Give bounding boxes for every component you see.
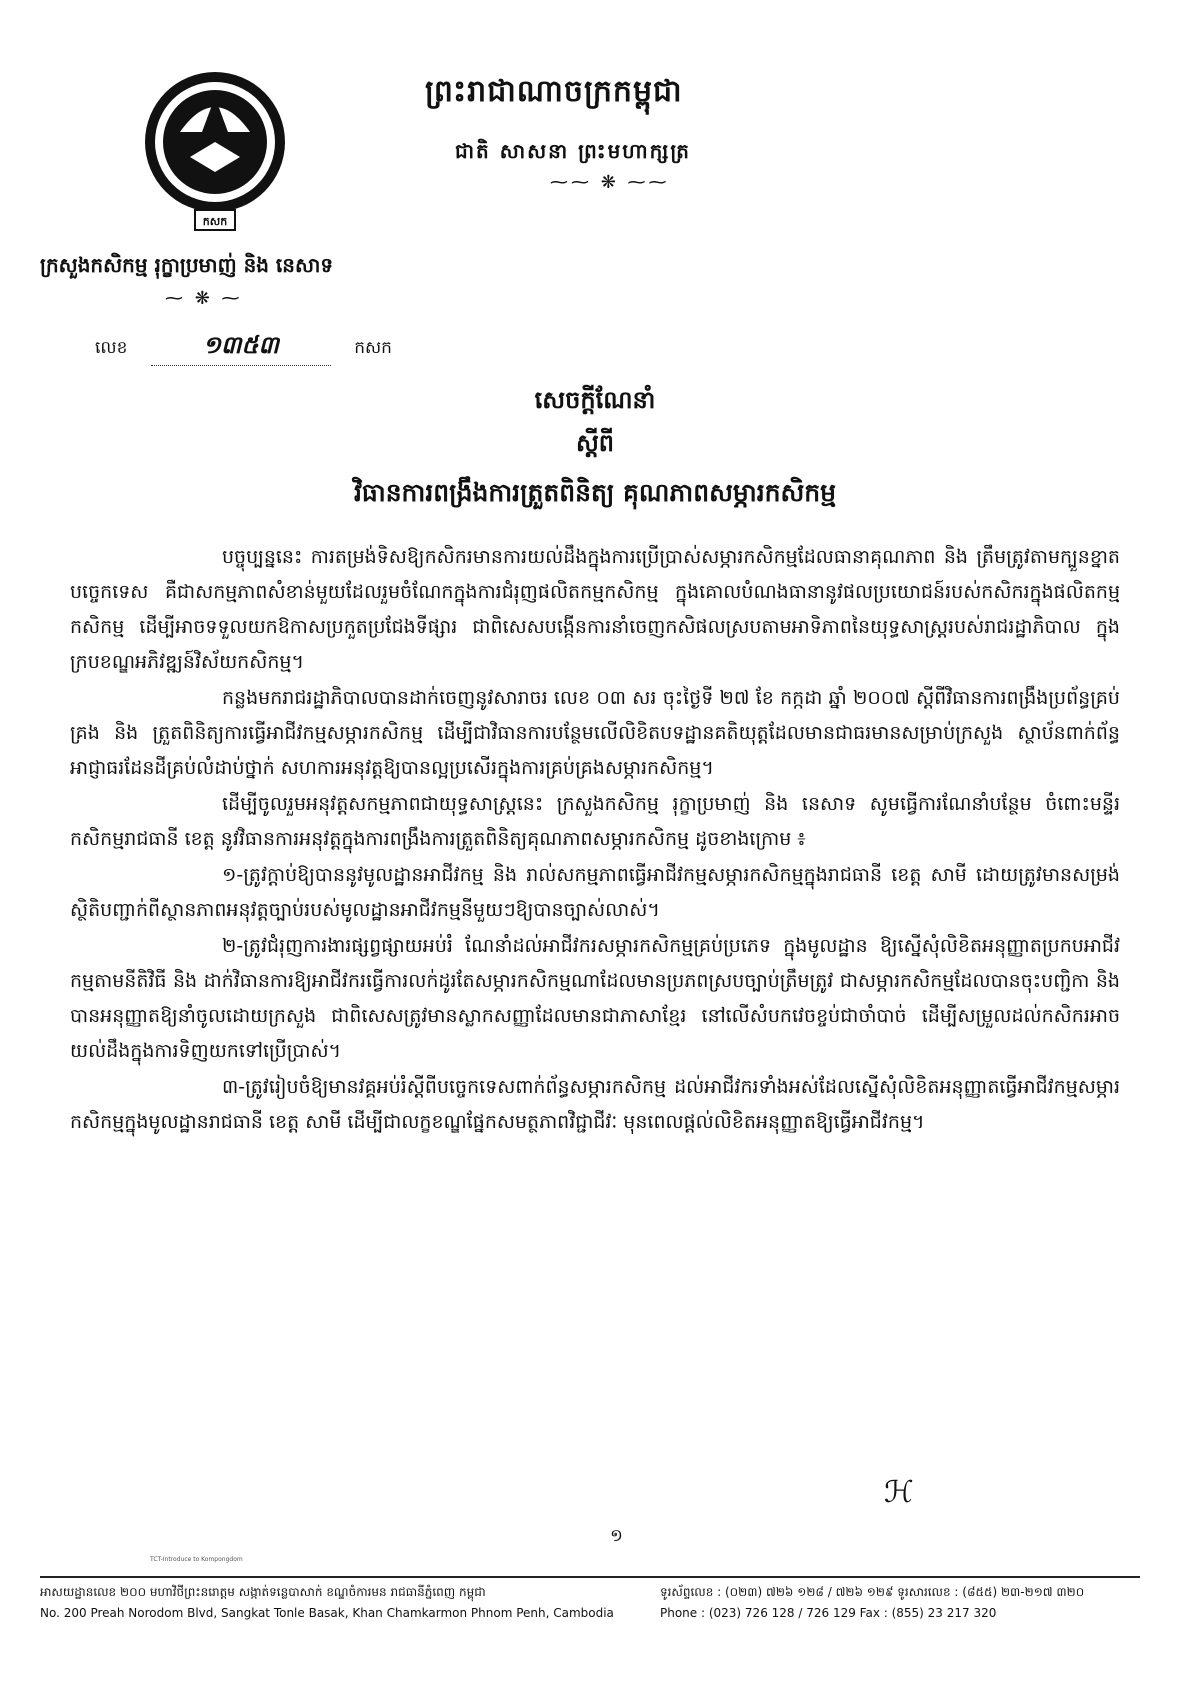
small-print: TCT-Introduce to Kompongdom xyxy=(150,1556,243,1563)
paragraph: ដើម្បីចូលរួមអនុវត្តសកម្មភាពជាយុទ្ធសាស្ត្រនេះ ក្រសួងកសិកម្ម រុក្ខាប្រមាញ់ និង នេសាទ សូមធ្វើការណែនាំបន្ថែម ចំពោះមន្ទីរកសិកម្មរាជធានី ខេត្ត នូវវិធានការអនុវត្តក្នុងការពង្រឹងការត្រួតពិនិត្យគុណភាពសម្ភារកសិកម្ម ដូចខាងក្រោម ៖ xyxy=(70,793,1120,850)
paragraph: ២-ត្រូវជំរុញការងារផ្សព្វផ្សាយអប់រំ ណែនាំដល់អាជីវករសម្ភារកសិកម្មគ្រប់ប្រភេទ ក្នុងមូលដ្ឋាន ឱ្យស្នើសុំលិខិតអនុញ្ញាតប្រកបអាជីវកម្មតាមនីតិវិធី និង ដាក់វិធានការឱ្យអាជីវករធ្វើការលក់ដូរតែសម្ភារកសិកម្មណាដែលមានប្រភពស្របច្បាប់ត្រឹមត្រូវ ជាសម្ភារកសិកម្មដែលបានចុះបញ្ជិកា និង បានអនុញ្ញាតឱ្យនាំចូលដោយក្រសួង ជាពិសេសត្រូវមានស្លាកសញ្ញាដែលមានជាភាសាខ្មែរ នៅលើសំបកវេចខ្ចប់ជាចាំបាច់ ដើម្បីសម្រួលដល់កសិករអាចយល់ដឹងក្នុងការទិញយកទៅប្រើប្រាស់។ xyxy=(70,935,1120,1062)
footer-divider xyxy=(40,1576,1140,1578)
footer-contact xyxy=(660,1582,1140,1624)
handwritten-initial: ℋ xyxy=(884,1475,914,1510)
paragraph: កន្លងមករាជរដ្ឋាភិបាលបានដាក់ចេញនូវសារាចរ លេខ ០៣ សរ ចុះថ្ងៃទី ២៧ ខែ កក្កដា ឆ្នាំ ២០០៧ ស្តីពីវិធានការពង្រឹងប្រព័ន្ធគ្រប់គ្រង និង ត្រួតពិនិត្យការធ្វើអាជីវកម្មសម្ភារកសិកម្ម ដើម្បីជាវិធានការបន្ថែមលើលិខិតបទដ្ឋានគតិយុត្តដែលមានជាធរមានសម្រាប់ក្រសួង ស្ថាប័នពាក់ព័ន្ធ អាជ្ញាធរដែនដីគ្រប់លំដាប់ថ្នាក់ សហការអនុវត្តឱ្យបានល្អប្រសើរក្នុងការគ្រប់គ្រងសម្ភារកសិកម្ម។ xyxy=(70,687,1120,779)
footer-phone-khmer: ទូរស័ព្ទលេខ : (០២៣) ៧២៦ ១២៨ / ៧២៦ ១២៩ ទូរសារលេខ : (៨៥៥) ២៣-២១៧ ៣២០ xyxy=(660,1585,1085,1599)
svg-text:កសក: កសក xyxy=(202,215,228,228)
national-motto: ជាតិ សាសនា ព្រះមហាក្សត្រ xyxy=(455,139,691,163)
footer-phone-english: Phone : (023) 726 128 / 726 129 Fax : (855) 23 217 320 xyxy=(660,1606,997,1620)
reference-label: លេខ xyxy=(95,338,128,358)
paragraph: ១-ត្រូវក្តាប់ឱ្យបាននូវមូលដ្ឋានអាជីវកម្ម និង រាល់សកម្មភាពធ្វើអាជីវកម្មសម្ភារកសិកម្មក្នុងរាជធានី ខេត្ត សាមី ដោយត្រូវមានសម្រង់ស្ថិតិបញ្ជាក់ពីស្ថានភាពអនុវត្តច្បាប់របស់មូលដ្ឋានអាជីវកម្មនីមួយៗឱ្យបានច្បាស់លាស់។ xyxy=(70,864,1120,921)
footer-address-english: No. 200 Preah Norodom Blvd, Sangkat Tonle Basak, Khan Chamkarmon Phnom Penh, Cambodia xyxy=(40,1606,614,1620)
ministry-name: ក្រសួងកសិកម្ម រុក្ខាប្រមាញ់ និង នេសាទ xyxy=(40,253,334,277)
header-ornament: ⁓⁓ ❋ ⁓⁓ xyxy=(550,172,670,193)
document-title-about: ស្តីពី xyxy=(575,429,615,457)
footer-address-khmer: អាសយដ្ឋានលេខ ២០០ មហាវិថីព្រះនរោត្តម សង្កាត់ទន្លេបាសាក់ ខណ្ឌចំការមន រាជធានីភ្នំពេញ កម្ពុជា xyxy=(40,1585,486,1599)
ministry-ornament: ⁓ ❋ ⁓ xyxy=(165,288,243,309)
reference-suffix: កសក xyxy=(354,338,392,358)
paragraph: ៣-ត្រូវរៀបចំឱ្យមានវគ្គអប់រំស្តីពីបច្ចេកទេសពាក់ព័ន្ធសម្ភារកសិកម្ម ដល់អាជីវករទាំងអស់ដែលស្នើសុំលិខិតអនុញ្ញាតធ្វើអាជីវកម្មសម្ភារកសិកម្មក្នុងមូលដ្ឋានរាជធានី ខេត្ត សាមី ដើម្បីជាលក្ខខណ្ឌផ្នែកសមត្ថភាពវិជ្ជាជីវៈ មុនពេលផ្តល់លិខិតអនុញ្ញាតឱ្យធ្វើអាជីវកម្ម។ xyxy=(70,1076,1120,1133)
reference-number: ១៣៥៣ xyxy=(151,330,331,366)
ministry-emblem-icon xyxy=(140,62,290,240)
reference-row xyxy=(95,330,392,366)
document-title: សេចក្តីណែនាំ xyxy=(534,386,656,414)
footer-address xyxy=(40,1582,620,1624)
paragraph: បច្ចុប្បន្ននេះ ការតម្រង់ទិសឱ្យកសិករមានការយល់ដឹងក្នុងការប្រើប្រាស់សម្ភារកសិកម្មដែលធានាគុណភាព និង ត្រឹមត្រូវតាមក្បួនខ្នាតបច្ចេកទេស គឺជាសកម្មភាពសំខាន់មួយដែលរួមចំណែកក្នុងការជំរុញផលិតកម្មកសិកម្ម ក្នុងគោលបំណងធានានូវផលប្រយោជន៍របស់កសិករក្នុងផលិតកម្មកសិកម្ម ដើម្បីអាចទទួលយកឱកាសប្រកួតប្រជែងទីផ្សារ ជាពិសេសបង្កើនការនាំចេញកសិផលស្របតាមអាទិភាពនៃយុទ្ធសាស្ត្ររបស់រាជរដ្ឋាភិបាល ក្នុងក្របខណ្ឌអភិវឌ្ឍន៍វិស័យកសិកម្ម។ xyxy=(70,546,1120,673)
document-subject: វិធានការពង្រឹងការត្រួតពិនិត្យ គុណភាពសម្ភារកសិកម្ម xyxy=(353,478,837,507)
kingdom-title: ព្រះរាជាណាចក្រកម្ពុជា xyxy=(425,74,683,109)
document-body xyxy=(70,540,1120,1141)
page-number: ១ xyxy=(610,1526,623,1546)
